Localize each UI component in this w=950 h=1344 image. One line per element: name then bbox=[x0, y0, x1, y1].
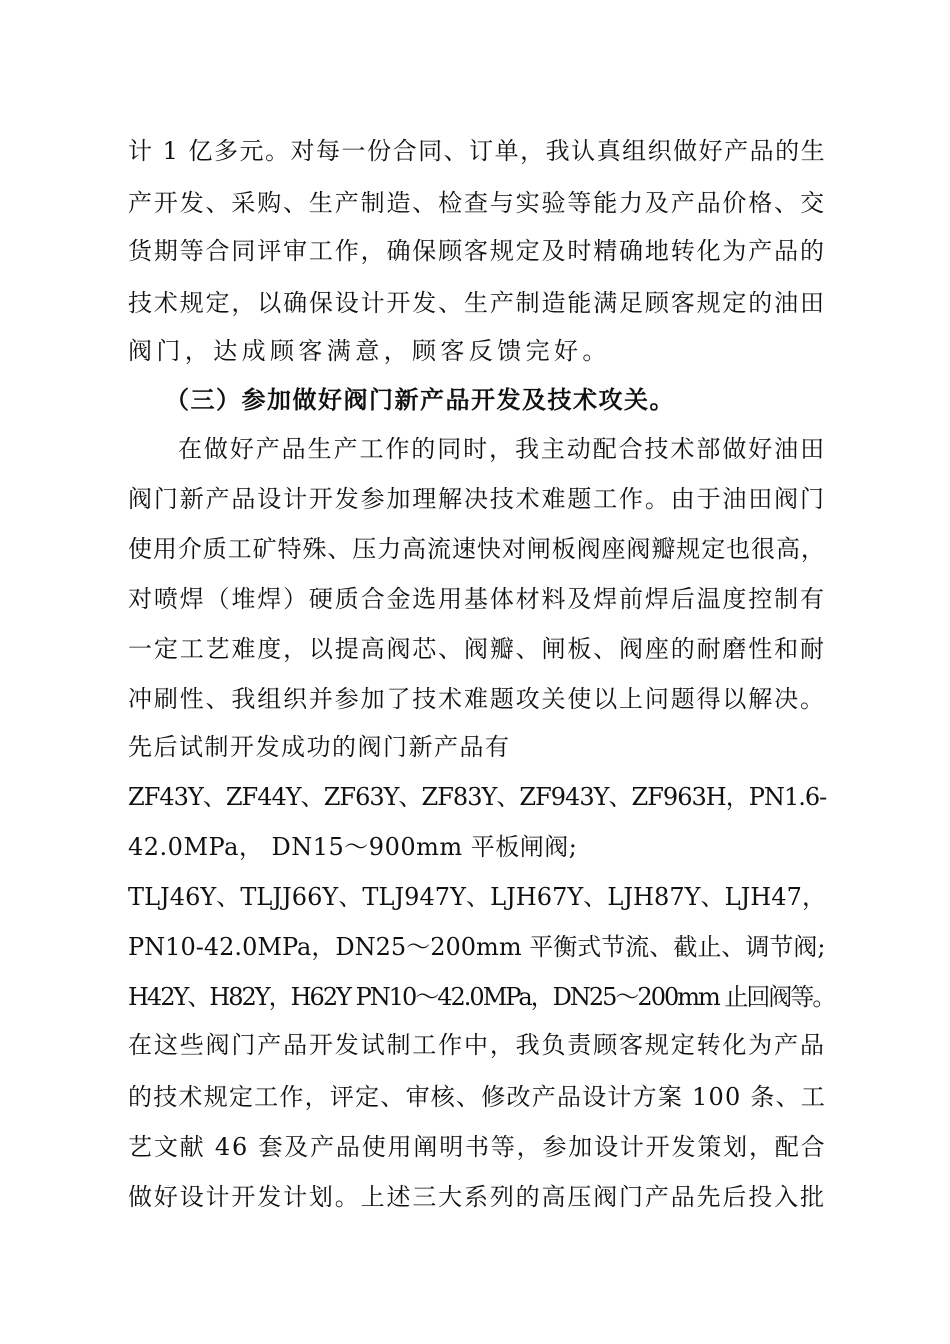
text-line: PN10-42.0MPa，DN25～200mm 平衡式节流、截止、调节阀; bbox=[128, 933, 826, 961]
text-line: 42.0MPa， DN15～900mm 平板闸阀; bbox=[128, 833, 578, 861]
text-line: 使用介质工矿特殊、压力高流速快对闸板阀座阀瓣规定也很高， bbox=[128, 535, 826, 563]
text-line: 做好设计开发计划。上述三大系列的高压阀门产品先后投入批 bbox=[128, 1183, 826, 1211]
text-line: 阀门新产品设计开发参加理解决技术难题工作。由于油田阀门 bbox=[128, 485, 826, 513]
section-heading: （三）参加做好阀门新产品开发及技术攻关。 bbox=[165, 386, 675, 414]
text-line: 技术规定，以确保设计开发、生产制造能满足顾客规定的油田 bbox=[128, 289, 826, 317]
text-line: 计 1 亿多元。对每一份合同、订单，我认真组织做好产品的生 bbox=[128, 137, 827, 165]
text-line: 在这些阀门产品开发试制工作中，我负责顾客规定转化为产品 bbox=[128, 1031, 826, 1059]
text-line: 阀门，达成顾客满意，顾客反馈完好。 bbox=[128, 337, 611, 365]
text-line: 先后试制开发成功的阀门新产品有 bbox=[128, 733, 511, 761]
text-line: 在做好产品生产工作的同时，我主动配合技术部做好油田 bbox=[178, 435, 826, 463]
text-line: H42Y、H82Y，H62Y PN10～42.0MPa，DN25～200mm 止回阀等。 bbox=[128, 983, 835, 1011]
text-line: ZF43Y、ZF44Y、ZF63Y、ZF83Y、ZF943Y、ZF963H，PN1.6- bbox=[128, 783, 827, 811]
text-line: 产开发、采购、生产制造、检查与实验等能力及产品价格、交 bbox=[128, 189, 826, 217]
text-line: 艺文献 46 套及产品使用阐明书等，参加设计开发策划，配合 bbox=[128, 1133, 827, 1161]
text-line: 一定工艺难度，以提高阀芯、阀瓣、闸板、阀座的耐磨性和耐 bbox=[128, 635, 826, 663]
text-line: TLJ46Y、TLJJ66Y、TLJ947Y、LJH67Y、LJH87Y、LJH47， bbox=[128, 883, 827, 911]
text-line: 货期等合同评审工作，确保顾客规定及时精确地转化为产品的 bbox=[128, 237, 826, 265]
text-line: 的技术规定工作，评定、审核、修改产品设计方案 100 条、工 bbox=[128, 1083, 827, 1111]
text-line: 冲刷性、我组织并参加了技术难题攻关使以上问题得以解决。 bbox=[128, 685, 826, 713]
text-line: 对喷焊（堆焊）硬质合金选用基体材料及焊前焊后温度控制有 bbox=[128, 585, 826, 613]
